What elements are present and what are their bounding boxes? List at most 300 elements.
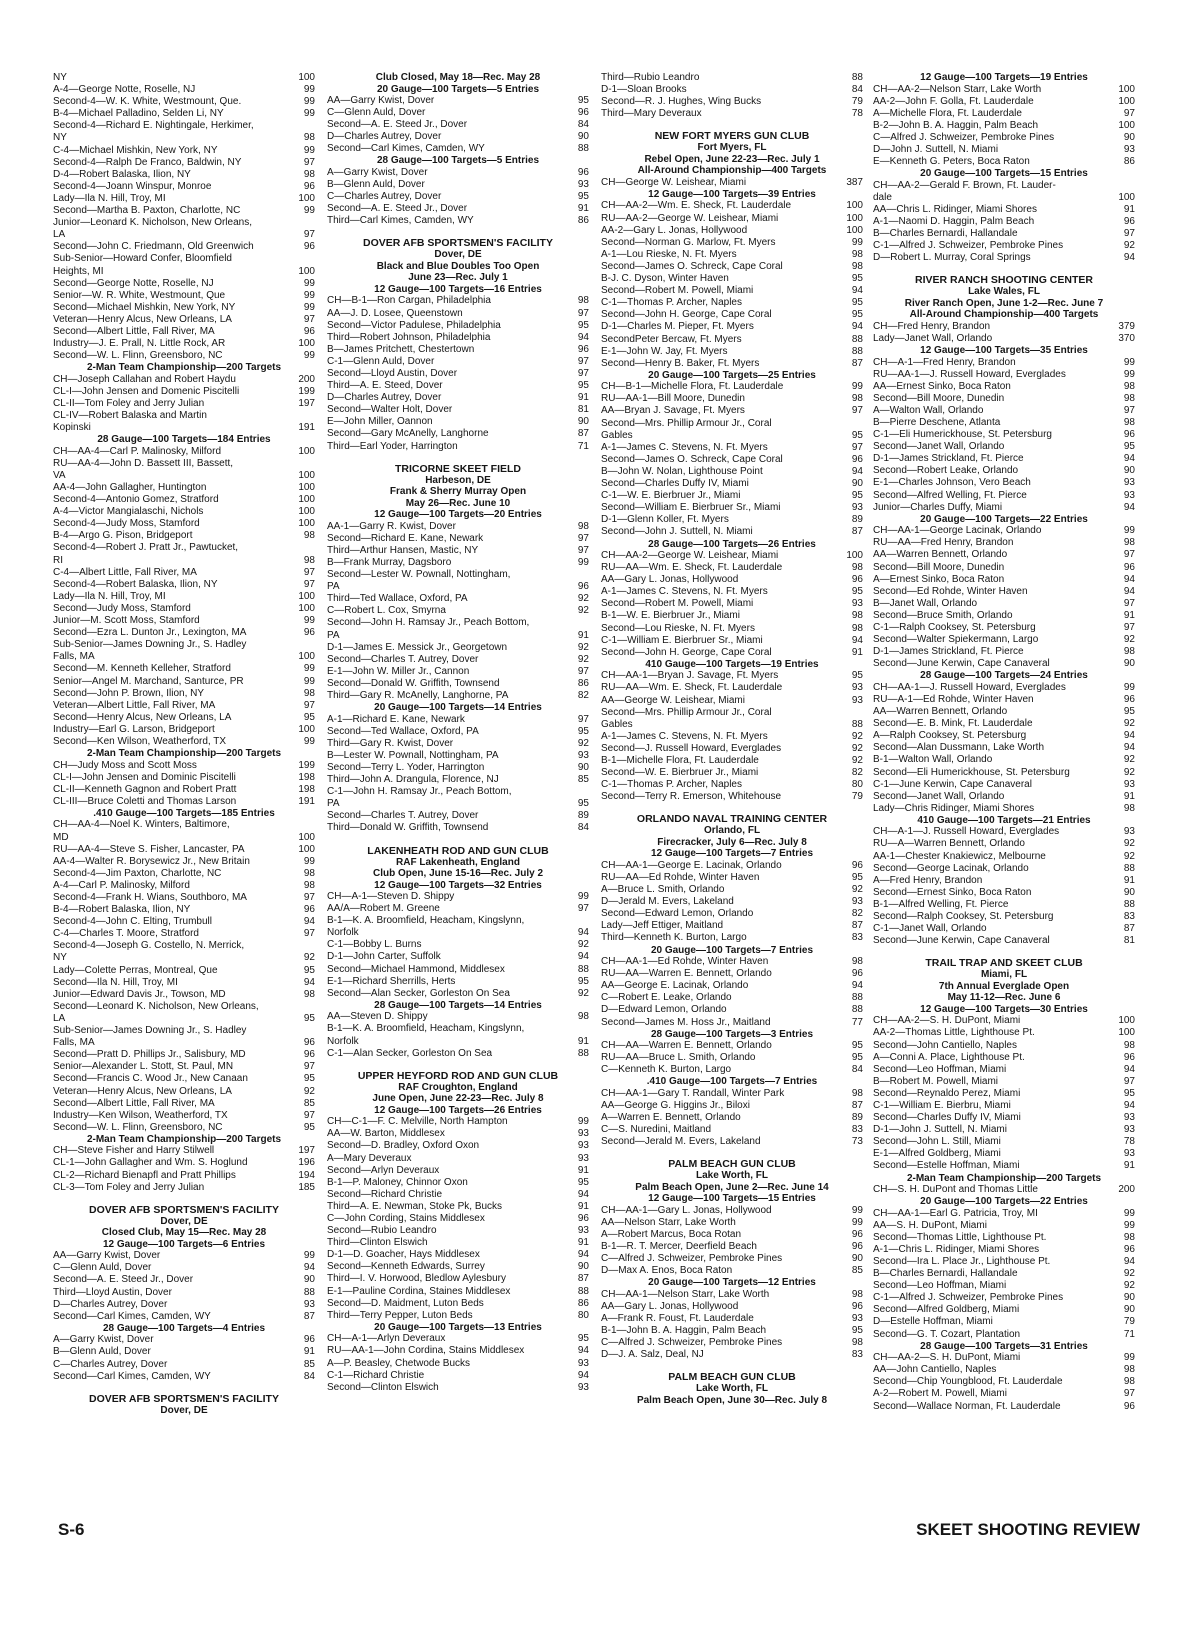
result-entry: Third—Gary R. McAnelly, Langhorne, PA	[327, 689, 509, 701]
result-row	[53, 84, 315, 96]
result-entry: Third—Rubio Leandro	[601, 72, 700, 83]
result-score: 91	[1123, 790, 1135, 802]
result-entry: CL-1—John Gallagher and Wm. S. Hoglund	[53, 1157, 248, 1169]
result-row	[53, 1037, 315, 1049]
result-row	[53, 736, 315, 748]
result-score: 96	[1123, 561, 1135, 573]
result-row	[601, 297, 863, 309]
result-score: 96	[1123, 693, 1135, 705]
result-row	[873, 1401, 1135, 1413]
result-entry: Sub-Senior—James Downing Jr., S. Hadley	[53, 639, 247, 651]
result-row	[53, 72, 315, 84]
result-row	[327, 988, 589, 1000]
result-entry: Second-4—Frank H. Wians, Southboro, MA	[53, 892, 247, 903]
result-entry: Second—June Kerwin, Cape Canaveral	[873, 935, 1050, 947]
result-entry: C-1—Alan Secker, Gorleston On Sea	[327, 1047, 493, 1059]
result-row	[53, 120, 315, 132]
result-row	[601, 285, 863, 297]
result-score: 100	[298, 494, 315, 506]
result-row	[53, 290, 315, 302]
result-row	[53, 241, 315, 253]
result-row	[53, 530, 315, 542]
club-title: TRICORNE SKEET FIELD	[394, 462, 521, 475]
result-entry: Second—John J. Suttell, N. Miami	[601, 526, 753, 538]
result-row	[327, 356, 589, 368]
result-score: 95	[303, 964, 315, 976]
result-row	[601, 896, 863, 908]
result-row	[873, 923, 1135, 935]
result-entry: B—Pierre Deschene, Atlanta	[873, 416, 1001, 428]
result-score: 92	[1123, 766, 1135, 778]
result-entry: Second—Alfred Welling, Ft. Pierce	[873, 489, 1027, 501]
result-row	[327, 533, 589, 545]
result-row	[327, 191, 589, 203]
result-row	[327, 1189, 589, 1201]
result-entry: CL-II—Kenneth Gagnon and Robert Pratt	[53, 783, 237, 795]
result-entry: CH—AA-2—S. H. DuPont, Miami	[873, 1015, 1021, 1027]
result-row	[53, 482, 315, 494]
result-score: 99	[1123, 368, 1135, 380]
column-2	[327, 72, 589, 1512]
result-entry: A—Ernest Sinko, Boca Raton	[873, 573, 1005, 585]
result-score: 91	[1123, 609, 1135, 621]
result-score: 82	[577, 689, 589, 701]
result-row	[327, 678, 589, 690]
event-heading: June 23—Rec. July 1	[408, 272, 508, 284]
result-entry: Second—Clinton Elswich	[327, 1381, 439, 1393]
result-score: 93	[1123, 477, 1135, 489]
result-entry: B—Robert M. Powell, Miami	[873, 1075, 999, 1087]
result-entry: Second—Leo Hoffman, Miami	[873, 1063, 1007, 1075]
result-score: 94	[1123, 1256, 1135, 1267]
result-entry: A-4—Carl P. Malinosky, Milford	[53, 879, 190, 891]
result-score: 99	[1123, 525, 1135, 537]
result-score: 93	[577, 1152, 589, 1164]
result-score: 92	[1123, 838, 1135, 850]
result-score: 96	[303, 241, 315, 253]
result-row	[327, 750, 589, 762]
result-entry: Junior—Edward Davis Jr., Towson, MD	[53, 988, 226, 1000]
result-score: 90	[1123, 886, 1135, 898]
result-row	[873, 120, 1135, 132]
result-score: 94	[851, 980, 863, 992]
result-row	[327, 308, 589, 320]
result-row	[601, 562, 863, 574]
result-entry: B-4—Robert Balaska, Ilion, NY	[53, 904, 191, 916]
result-row	[873, 754, 1135, 766]
result-row	[53, 952, 315, 964]
result-row	[327, 1298, 589, 1310]
result-score: 98	[303, 132, 315, 144]
result-entry: D—Jerald M. Evers, Lakeland	[601, 896, 734, 908]
result-score: 79	[851, 96, 863, 108]
club-title: LAKENHEATH ROD AND GUN CLUB	[367, 844, 549, 857]
result-row	[327, 1177, 589, 1189]
result-entry: Second-4—Joseph G. Costello, N. Merrick,	[53, 940, 245, 952]
result-entry: B-2—John B. A. Haggin, Palm Beach	[873, 119, 1039, 131]
result-score: 93	[1123, 489, 1135, 501]
result-entry: LA	[53, 1012, 66, 1024]
club-title: RIVER RANCH SHOOTING CENTER	[915, 274, 1093, 287]
result-score: 92	[303, 1085, 315, 1097]
result-score: 95	[577, 798, 589, 810]
result-score: 97	[577, 307, 589, 319]
result-row	[601, 213, 863, 225]
result-row	[873, 598, 1135, 610]
result-row	[53, 627, 315, 639]
result-entry: CH—AA-2—George W. Leishear, Miami	[601, 550, 779, 561]
result-score: 93	[1123, 143, 1135, 155]
result-score: 96	[851, 574, 863, 586]
result-entry: AA-1—Garry R. Kwist, Dover	[327, 520, 456, 532]
result-entry: B-1—Michelle Flora, Ft. Lauderdale	[601, 755, 759, 766]
result-entry: B-1—P. Maloney, Chinnor Oxon	[327, 1176, 468, 1188]
result-score: 71	[577, 440, 589, 452]
result-row	[601, 1265, 863, 1277]
result-entry: C-1—Bobby L. Burns	[327, 939, 422, 951]
result-entry: Veteran—Henry Alcus, New Orleans, LA	[53, 313, 232, 325]
result-entry: Second—Lester W. Pownall, Nottingham,	[327, 569, 511, 581]
result-score: 97	[303, 892, 315, 903]
club-title: ORLANDO NAVAL TRAINING CENTER	[636, 813, 828, 826]
result-score: 85	[303, 1358, 315, 1370]
result-score: 97	[577, 355, 589, 367]
result-entry: B—John W. Nolan, Lighthouse Point	[601, 465, 763, 477]
result-entry: MD	[53, 831, 69, 843]
result-score: 94	[1123, 573, 1135, 585]
result-row	[601, 249, 863, 261]
result-entry: Falls, MA	[53, 651, 95, 663]
result-score: 100	[298, 72, 315, 83]
result-score: 191	[298, 795, 315, 807]
result-score: 95	[851, 490, 863, 502]
result-entry: C—John Cording, Stains Middlesex	[327, 1212, 485, 1224]
result-score: 95	[303, 1012, 315, 1024]
result-entry: E-1—Richard Sherrills, Herts	[327, 975, 456, 987]
result-row	[327, 1213, 589, 1225]
result-entry: Second—Leonard K. Nicholson, New Orleans,	[53, 1000, 259, 1012]
result-score: 98	[1123, 537, 1135, 549]
result-score: 96	[1123, 1243, 1135, 1255]
result-row	[601, 932, 863, 944]
result-entry: Second-4—Robert J. Pratt Jr., Pawtucket,	[53, 542, 239, 554]
result-row	[873, 1256, 1135, 1268]
result-score: 91	[577, 629, 589, 641]
result-entry: A—Frank R. Foust, Ft. Lauderdale	[601, 1313, 754, 1325]
result-score: 98	[851, 1087, 863, 1099]
result-row	[53, 868, 315, 880]
result-row	[601, 502, 863, 514]
event-heading: 20 Gauge—100 Targets—25 Entries	[648, 369, 816, 381]
result-row	[601, 755, 863, 767]
result-row	[53, 169, 315, 181]
result-entry: Second—John P. Brown, Ilion, NY	[53, 687, 205, 699]
result-row	[53, 940, 315, 952]
result-score: 90	[1123, 1304, 1135, 1316]
result-entry: RU—A-1—Ed Rohde, Winter Haven	[873, 693, 1034, 705]
result-score: 97	[303, 229, 315, 241]
event-heading: 12 Gauge—100 Targets—35 Entries	[920, 345, 1088, 356]
result-score: 96	[1123, 1051, 1135, 1063]
event-heading: 2-Man Team Championship—200 Targets	[86, 362, 282, 374]
result-row	[53, 446, 315, 458]
result-row	[53, 1170, 315, 1182]
result-entry: Second—Estelle Hoffman, Miami	[873, 1160, 1020, 1172]
result-score: 97	[851, 405, 863, 417]
result-score: 98	[851, 1288, 863, 1300]
result-entry: AA—Garry Kwist, Dover	[53, 1250, 161, 1262]
result-score: 90	[1123, 1292, 1135, 1304]
result-score: 95	[851, 273, 863, 285]
result-score: 89	[851, 1112, 863, 1124]
result-row	[601, 466, 863, 478]
result-entry: D-1—James Strickland, Ft. Pierce	[873, 646, 1024, 658]
event-heading: 410 Gauge—100 Targets—21 Entries	[917, 814, 1091, 826]
club-title: DOVER AFB SPORTSMEN'S FACILITY	[363, 237, 553, 250]
result-entry: Veteran—Albert Little, Fall River, MA	[53, 699, 216, 711]
result-entry: AA—Bryan J. Savage, Ft. Myers	[601, 405, 745, 417]
result-row	[601, 647, 863, 659]
result-row	[601, 598, 863, 610]
result-entry: AA—Garry Kwist, Dover	[327, 95, 435, 106]
result-entry: Second—John C. Friedmann, Old Greenwich	[53, 241, 254, 253]
result-score: 97	[303, 1109, 315, 1121]
result-row	[873, 132, 1135, 144]
result-score: 93	[851, 694, 863, 706]
result-entry: Industry—J. E. Prall, N. Little Rock, AR	[53, 338, 226, 350]
result-row	[327, 1286, 589, 1298]
club-title: PALM BEACH GUN CLUB	[668, 1371, 796, 1384]
result-entry: Second—Walter Spiekermann, Largo	[873, 634, 1039, 646]
result-entry: D—Charles Autrey, Dover	[327, 392, 442, 404]
result-score: 88	[577, 143, 589, 155]
result-entry: RU—AA-1—John Cordina, Stains Middlesex	[327, 1345, 525, 1357]
result-entry: D-1—Charles M. Pieper, Ft. Myers	[601, 321, 754, 333]
result-score: 90	[577, 416, 589, 428]
result-score: 98	[1123, 392, 1135, 404]
result-entry: A—Ralph Cooksey, St. Petersburg	[873, 730, 1027, 742]
result-row	[327, 1165, 589, 1177]
result-row	[327, 1048, 589, 1060]
result-row	[601, 96, 863, 108]
result-entry: NY	[53, 132, 67, 144]
result-entry: B-1—John B. A. Haggin, Palm Beach	[601, 1325, 767, 1337]
result-score: 91	[577, 1200, 589, 1212]
result-entry: Veteran—Henry Alcus, New Orleans, LA	[53, 1085, 232, 1097]
result-row	[327, 593, 589, 605]
result-score: 95	[577, 380, 589, 392]
result-score: 99	[851, 381, 863, 393]
result-entry: Second—Henry B. Baker, Ft. Myers	[601, 357, 760, 369]
result-score: 100	[298, 518, 315, 530]
result-row	[873, 586, 1135, 598]
result-row	[53, 712, 315, 724]
result-row	[53, 1061, 315, 1073]
result-row	[601, 442, 863, 454]
result-row	[327, 915, 589, 927]
result-entry: A-1—James C. Stevens, N. Ft. Myers	[601, 441, 768, 453]
result-entry: AA—J. D. Losee, Queenstown	[327, 307, 463, 319]
result-row	[53, 676, 315, 688]
result-row	[873, 718, 1135, 730]
result-entry: A-2—Robert M. Powell, Miami	[873, 1388, 1007, 1400]
result-row	[873, 658, 1135, 670]
result-entry: Second—Bruce Smith, Orlando	[873, 609, 1013, 621]
result-entry: B—Lester W. Pownall, Nottingham, PA	[327, 749, 499, 761]
result-row	[601, 334, 863, 346]
event-heading: Black and Blue Doubles Too Open	[376, 260, 540, 272]
result-score: 86	[1123, 156, 1135, 168]
result-entry: Lady—Chris Ridinger, Miami Shores	[873, 802, 1035, 814]
result-score: 95	[577, 95, 589, 106]
result-row	[873, 1329, 1135, 1341]
result-row	[53, 266, 315, 278]
result-row	[873, 730, 1135, 742]
result-entry: Second—John L. Still, Miami	[873, 1136, 1001, 1148]
result-entry: CH—S. H. DuPont and Thomas Little	[873, 1184, 1038, 1196]
result-row	[873, 1304, 1135, 1316]
result-score: 100	[1118, 95, 1135, 107]
result-score: 77	[851, 1016, 863, 1028]
result-score: 92	[851, 730, 863, 742]
result-row	[53, 157, 315, 169]
result-entry: VA	[53, 469, 66, 481]
result-entry: A-1—Richard E. Kane, Newark	[327, 713, 465, 725]
result-score: 96	[851, 968, 863, 980]
result-row	[53, 398, 315, 410]
result-entry: B—James Pritchett, Chestertown	[327, 343, 475, 355]
result-row	[53, 989, 315, 1001]
result-entry: Second—William E. Bierbruer Sr., Miami	[601, 502, 781, 514]
result-entry: C-1—Richard Christie	[327, 1369, 425, 1381]
result-score: 94	[577, 331, 589, 343]
result-row	[327, 95, 589, 107]
result-entry: AA—George G. Higgins Jr., Biloxi	[601, 1099, 750, 1111]
result-row	[53, 1049, 315, 1061]
result-entry: Second—J. Russell Howard, Everglades	[601, 742, 782, 754]
result-row	[873, 838, 1135, 850]
result-score: 91	[851, 646, 863, 658]
publication-name: SKEET SHOOTING REVIEW	[916, 1520, 1140, 1539]
result-row	[53, 555, 315, 567]
result-row	[601, 177, 863, 189]
result-entry: CH—AA-4—Carl P. Malinosky, Milford	[53, 445, 222, 457]
result-row	[601, 1064, 863, 1076]
result-entry: C-1—Thomas P. Archer, Naples	[601, 297, 742, 309]
result-entry: Second-4—Richard E. Nightingale, Herkimer,	[53, 120, 254, 132]
result-score: 98	[1123, 1364, 1135, 1376]
result-row	[53, 458, 315, 470]
result-entry: A—Garry Kwist, Dover	[327, 166, 428, 178]
result-row	[53, 253, 315, 265]
result-score: 95	[851, 309, 863, 321]
result-row	[601, 1337, 863, 1349]
result-row	[53, 1110, 315, 1122]
result-score: 93	[1123, 826, 1135, 838]
result-row	[601, 980, 863, 992]
result-row	[327, 119, 589, 131]
result-entry: Second—Ira L. Place Jr., Lighthouse Pt.	[873, 1256, 1051, 1267]
result-entry: Junior—M. Scott Moss, Stamford	[53, 615, 200, 627]
results-columns	[53, 72, 1135, 1512]
result-score: 96	[1123, 429, 1135, 441]
result-row	[327, 1261, 589, 1273]
result-row	[327, 976, 589, 988]
result-row	[53, 422, 315, 434]
result-row	[53, 1371, 315, 1383]
result-score: 95	[303, 711, 315, 723]
result-score: 94	[577, 1188, 589, 1200]
result-entry: E-1—Pauline Cordina, Staines Middlesex	[327, 1285, 511, 1297]
result-row	[601, 1112, 863, 1124]
result-entry: A—Walton Wall, Orlando	[873, 404, 984, 416]
result-score: 99	[851, 1216, 863, 1228]
result-score: 91	[1123, 203, 1135, 215]
result-entry: CH—AA-1—Bryan J. Savage, Ft. Myers	[601, 670, 779, 682]
result-row	[601, 968, 863, 980]
result-score: 99	[303, 350, 315, 362]
result-score: 95	[303, 1121, 315, 1133]
result-entry: A—Garry Kwist, Dover	[53, 1334, 154, 1346]
result-score: 99	[851, 1204, 863, 1216]
result-row	[327, 605, 589, 617]
result-row	[53, 1073, 315, 1085]
result-row	[327, 1382, 589, 1394]
result-entry: Second—Ed Rohde, Winter Haven	[873, 585, 1028, 597]
result-entry: Third—John A. Drangula, Florence, NJ	[327, 774, 499, 786]
result-row	[53, 132, 315, 144]
result-entry: Second—Mrs. Phillip Armour Jr., Coral	[601, 706, 772, 718]
result-entry: Gables	[601, 429, 633, 441]
event-heading: 20 Gauge—100 Targets—7 Entries	[650, 944, 814, 956]
result-row	[601, 526, 863, 538]
result-row	[873, 791, 1135, 803]
event-heading: 12 Gauge—100 Targets—19 Entries	[920, 72, 1088, 83]
event-heading: 2-Man Team Championship—200 Targets	[906, 1172, 1102, 1184]
result-entry: Lady—Ila N. Hill, Troy, MI	[53, 590, 166, 602]
result-entry: Second—Pratt D. Phillips Jr., Salisbury, MD	[53, 1049, 246, 1061]
result-score: 91	[577, 392, 589, 404]
result-score: 96	[303, 325, 315, 337]
result-entry: CH—AA-2—Gerald F. Brown, Ft. Lauder-	[873, 179, 1056, 191]
result-score: 95	[851, 586, 863, 598]
result-row	[327, 1358, 589, 1370]
result-row	[873, 562, 1135, 574]
result-entry: CH—Fred Henry, Brandon	[873, 320, 991, 332]
result-entry: B-4—Argo G. Pison, Bridgeport	[53, 530, 193, 542]
result-row	[601, 309, 863, 321]
result-score: 94	[851, 465, 863, 477]
result-row	[601, 321, 863, 333]
result-score: 94	[1123, 742, 1135, 754]
result-score: 89	[577, 810, 589, 822]
result-row	[873, 1232, 1135, 1244]
result-score: 86	[577, 1297, 589, 1309]
result-row	[873, 1076, 1135, 1088]
result-row	[53, 205, 315, 217]
result-entry: Second-4—Judy Moss, Stamford	[53, 518, 200, 530]
event-heading: May 26—Rec. June 10	[405, 497, 511, 509]
result-row	[53, 1157, 315, 1169]
result-entry: B-1—Alfred Welling, Ft. Pierce	[873, 898, 1009, 910]
result-entry: Second—Victor Padulese, Philadelphia	[327, 319, 501, 331]
result-row	[327, 617, 589, 629]
result-entry: Third—Mary Deveraux	[601, 108, 702, 120]
result-entry: Senior—W. R. White, Westmount, Que	[53, 289, 226, 301]
result-score: 100	[298, 651, 315, 663]
result-score: 100	[298, 602, 315, 614]
result-entry: C—S. Nuredini, Maitland	[601, 1124, 712, 1136]
